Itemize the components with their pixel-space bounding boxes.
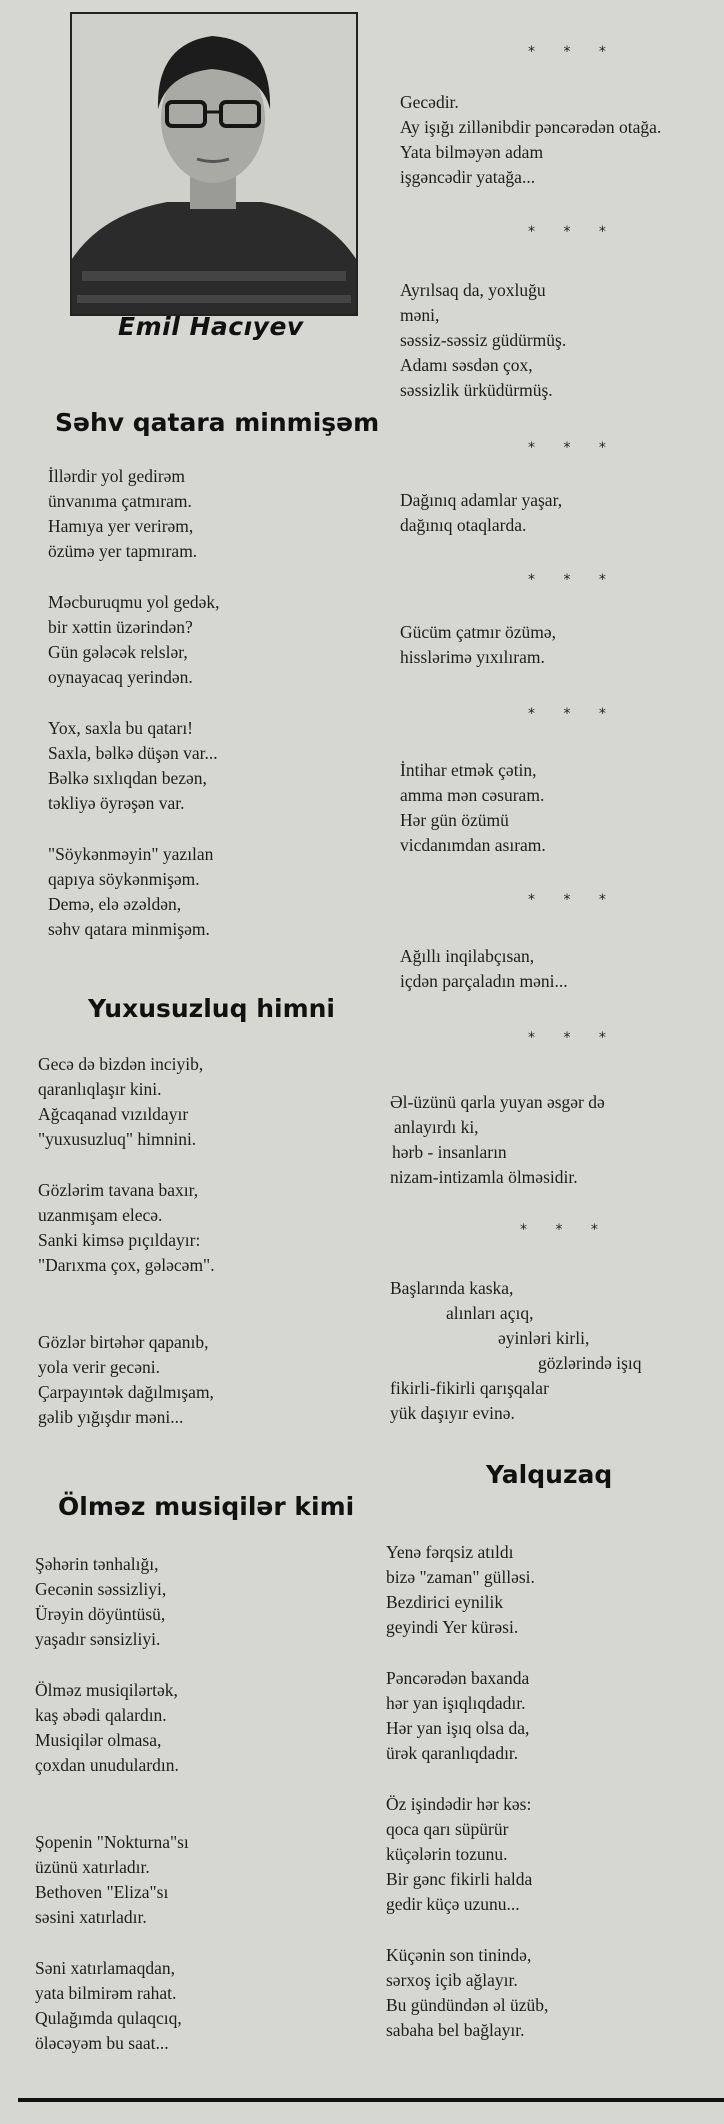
short-poem-2 [400, 278, 566, 403]
poem-line: Qulağımda qulaqcıq, [35, 2008, 182, 2028]
poem-body-2 [38, 1052, 215, 1456]
poem-line: Yox, saxla bu qatarı! [48, 718, 194, 738]
poem-line: təkliyə öyrəşən var. [48, 793, 185, 813]
poem-line: Musiqilər olmasa, [35, 1730, 162, 1750]
poem-line: gözlərində işıq [538, 1353, 642, 1373]
stanza [38, 1052, 215, 1152]
poem-line: alınları açıq, [446, 1303, 534, 1323]
poem-line: oynayacaq yerindən. [48, 667, 193, 687]
author-portrait-image [72, 14, 356, 314]
poem-line: fikirli-fikirli qarışqalar [390, 1378, 549, 1398]
poem-line: dağınıq otaqlarda. [400, 515, 527, 535]
poem-line: Dağınıq adamlar yaşar, [400, 490, 563, 510]
poem-line: əyinləri kirli, [498, 1328, 590, 1348]
poem-line: gəlib yığışdır məni... [38, 1407, 184, 1427]
stars-divider: * * * [528, 572, 618, 588]
stanza [386, 1943, 548, 2043]
stanza [48, 716, 220, 816]
poem-line: Çarpayıntək dağılmışam, [38, 1382, 214, 1402]
poem-line: Səni xatırlamaqdan, [35, 1958, 175, 1978]
poem-line: səssizlik ürküdürmüş. [400, 380, 553, 400]
poem-line: Hamıya yer verirəm, [48, 516, 194, 536]
poem-line: Şəhərin tənhalığı, [35, 1554, 159, 1574]
poem-line: hisslərimə yıxılıram. [400, 647, 545, 667]
poem-line: öləcəyəm bu saat... [35, 2033, 169, 2053]
poem-line: Gözlər birtəhər qapanıb, [38, 1332, 209, 1352]
poem-line: Bezdirici eynilik [386, 1592, 504, 1612]
poem-line: "Söykənməyin" yazılan [48, 844, 214, 864]
poem-line: Bethoven "Eliza"sı [35, 1882, 169, 1902]
stars-divider: * * * [528, 706, 618, 722]
poem-line: yata bilmirəm rahat. [35, 1983, 177, 2003]
poem-line: "Darıxma çox, gələcəm". [38, 1255, 215, 1275]
poem-body-1 [48, 464, 220, 968]
poem-title-3: Ölməz musiqilər kimi [58, 1492, 355, 1521]
stanza [35, 1956, 189, 2056]
poem-line: gedir küçə uzunu... [386, 1894, 520, 1914]
stars-divider: * * * [528, 224, 618, 240]
poem-line: səhv qatara minmişəm. [48, 919, 210, 939]
poem-line: Ay işığı zillənibdir pəncərədən otağa. [400, 117, 662, 137]
poem-line: Ürəyin döyüntüsü, [35, 1604, 166, 1624]
poem-line: bir xəttin üzərindən? [48, 617, 193, 637]
poem-line: Ağcaqanad vızıldayır [38, 1104, 189, 1124]
poem-line: Gecə də bizdən inciyib, [38, 1054, 204, 1074]
poem-title-yalquzaq: Yalquzaq [486, 1460, 613, 1489]
poem-line: vicdanımdan asıram. [400, 835, 546, 855]
poem-line: hər yan işıqlıqdadır. [386, 1693, 526, 1713]
poem-line: Hər yan işıq olsa da, [386, 1718, 530, 1738]
short-poem-6 [400, 944, 568, 994]
poem-line: Məcburuqmu yol gedək, [48, 592, 220, 612]
poem-line: özümə yer tapmıram. [48, 541, 198, 561]
poem-line: Ağıllı inqilabçısan, [400, 946, 535, 966]
poem-line: Gecənin səssizliyi, [35, 1579, 167, 1599]
poem-line: Hər gün özümü [400, 810, 509, 830]
poem-line: Bu gündündən əl üzüb, [386, 1995, 549, 2015]
poem-line: ürək qaranlıqdadır. [386, 1743, 519, 1763]
poem-line: Başlarında kaska, [390, 1278, 514, 1298]
poem-line: Gözlərim tavana baxır, [38, 1180, 199, 1200]
poem-line: anlayırdı ki, [394, 1117, 479, 1137]
poem-line: İllərdir yol gedirəm [48, 466, 186, 486]
poem-line: Adamı səsdən çox, [400, 355, 533, 375]
short-poem-4 [400, 620, 556, 670]
poem-line: Gün gələcək relslər, [48, 642, 188, 662]
poem-line: Demə, elə əzəldən, [48, 894, 182, 914]
poem-line: çoxdan unudulardın. [35, 1755, 179, 1775]
stanza [48, 842, 220, 942]
short-poem-7 [390, 1090, 605, 1190]
poem-line: yaşadır sənsizliyi. [35, 1629, 161, 1649]
poem-line: Saxla, bəlkə düşən var... [48, 743, 218, 763]
poem-line: Əl-üzünü qarla yuyan əsgər də [390, 1092, 605, 1112]
stars-divider: * * * [528, 1030, 618, 1046]
stanza [35, 1830, 189, 1930]
poem-line: ünvanıma çatmıram. [48, 491, 192, 511]
poem-line: uzanmışam elecə. [38, 1205, 163, 1225]
poem-line: səsini xatırladır. [35, 1907, 147, 1927]
poem-line: Gücüm çatmır özümə, [400, 622, 556, 642]
bottom-divider-rule [18, 2098, 724, 2102]
poem-line: nizam-intizamla ölməsidir. [390, 1167, 578, 1187]
poem-line: küçələrin tozunu. [386, 1844, 508, 1864]
poem-line: sərxoş içib ağlayır. [386, 1970, 518, 1990]
poem-line: amma mən cəsuram. [400, 785, 545, 805]
stanza [38, 1330, 215, 1430]
poem-line: içdən parçaladın məni... [400, 971, 568, 991]
stanza [48, 590, 220, 690]
short-poem-3 [400, 488, 562, 538]
poem-line: Yata bilməyən adam [400, 142, 544, 162]
poem-line: işgəncədir yatağa... [400, 167, 536, 187]
poem-line: hərb - insanların [392, 1142, 507, 1162]
author-photo [70, 12, 358, 316]
poem-line: İntihar etmək çətin, [400, 760, 537, 780]
poem-line: Öz işindədir hər kəs: [386, 1794, 532, 1814]
stanza [48, 464, 220, 564]
short-poem-5 [400, 758, 546, 858]
poem-line: sabaha bel bağlayır. [386, 2020, 525, 2040]
stanza [38, 1178, 215, 1278]
poem-line: qapıya söykənmişəm. [48, 869, 200, 889]
poem-line: geyindi Yer kürəsi. [386, 1617, 519, 1637]
stanza [386, 1792, 548, 1917]
poem-line: Şopenin "Nokturna"sı [35, 1832, 189, 1852]
poem-line: yük daşıyır evinə. [390, 1403, 515, 1423]
poem-line: Sanki kimsə pıçıldayır: [38, 1230, 201, 1250]
short-poem-8 [390, 1276, 642, 1426]
short-poem-1 [400, 90, 661, 190]
poem-title-1: Səhv qatara minmişəm [55, 408, 380, 437]
poem-line: üzünü xatırladır. [35, 1857, 150, 1877]
poem-line: Küçənin son tinində, [386, 1945, 532, 1965]
poem-line: "yuxusuzluq" himnini. [38, 1129, 197, 1149]
poem-line: Gecədir. [400, 92, 459, 112]
stars-divider: * * * [520, 1222, 610, 1238]
poem-line: qaranlıqlaşır kini. [38, 1079, 162, 1099]
poem-line: məni, [400, 305, 440, 325]
author-name: Emil Hacıyev [118, 312, 304, 341]
stars-divider: * * * [528, 892, 618, 908]
poem-line: bizə "zaman" gülləsi. [386, 1567, 535, 1587]
poem-line: qoca qarı süpürür [386, 1819, 509, 1839]
stars-divider: * * * [528, 44, 618, 60]
poem-line: Yenə fərqsiz atıldı [386, 1542, 514, 1562]
stanza [35, 1678, 189, 1778]
poem-line: səssiz-səssiz güdürmüş. [400, 330, 567, 350]
poem-line: yola verir gecəni. [38, 1357, 160, 1377]
poem-line: Pəncərədən baxanda [386, 1668, 530, 1688]
poem-body-3 [35, 1552, 189, 2082]
poem-line: Ayrılsaq da, yoxluğu [400, 280, 546, 300]
poem-line: kaş əbədi qalardın. [35, 1705, 167, 1725]
poem-line: Ölməz musiqilərtək, [35, 1680, 178, 1700]
poem-title-2: Yuxusuzluq himni [88, 994, 335, 1023]
poem-body-yalquzaq [386, 1540, 548, 2069]
poem-line: Bəlkə sıxlıqdan bezən, [48, 768, 207, 788]
stanza [35, 1552, 189, 1652]
stars-divider: * * * [528, 440, 618, 456]
stanza [386, 1666, 548, 1766]
poem-line: Bir gənc fikirli halda [386, 1869, 533, 1889]
stanza [386, 1540, 548, 1640]
